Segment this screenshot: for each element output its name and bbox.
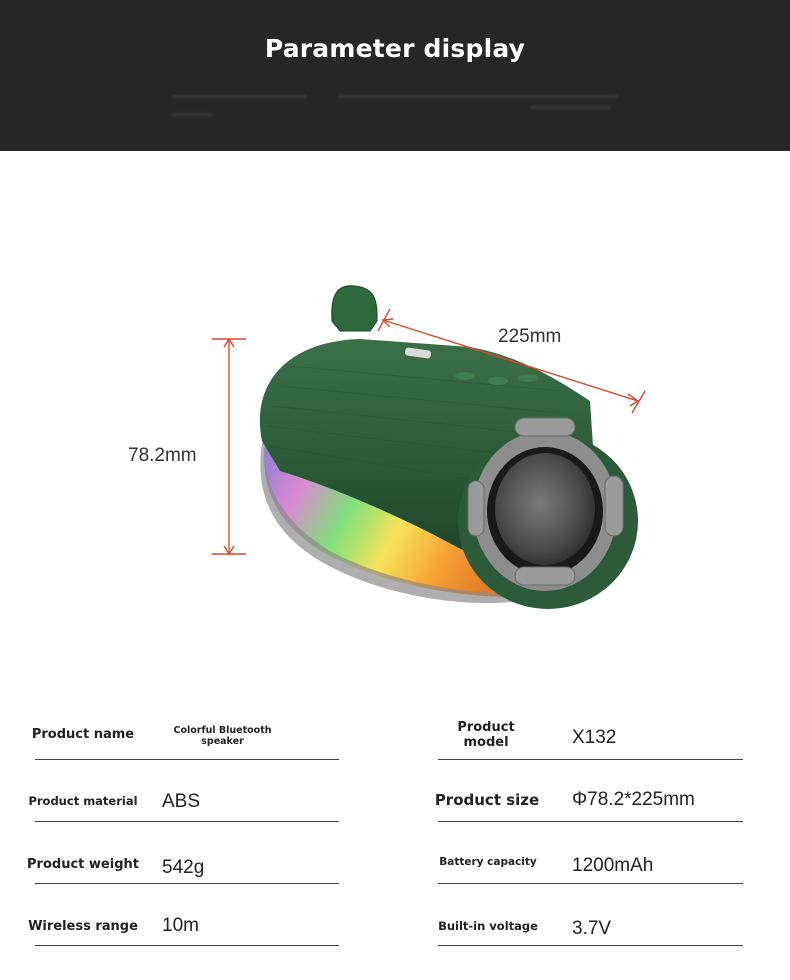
button-icon: [455, 372, 475, 380]
spec-divider: [35, 759, 339, 760]
header-decoration: [172, 113, 212, 116]
radiator-tab: [468, 481, 484, 536]
speaker-illustration: [0, 151, 790, 691]
header-decoration: [530, 106, 610, 109]
spec-table: [0, 690, 790, 980]
page-title: Parameter display: [264, 34, 526, 63]
header-decoration: [338, 95, 618, 98]
spec-label-battery-capacity: Battery capacity: [439, 856, 537, 868]
strap: [332, 286, 377, 331]
spec-label-product-size: Product size: [434, 791, 540, 809]
spec-divider: [35, 821, 339, 822]
button-icon: [488, 377, 508, 385]
spec-value-product-weight: 542g: [162, 857, 205, 878]
spec-divider: [35, 883, 339, 884]
radiator-tab: [515, 418, 575, 436]
radiator-tab: [515, 567, 575, 585]
product-figure: [0, 151, 790, 691]
spec-value-built-in-voltage: 3.7V: [572, 918, 612, 939]
spec-value-product-name: Colorful Bluetooth speaker: [173, 725, 272, 747]
spec-divider: [438, 759, 743, 760]
speaker-grill: [495, 453, 595, 565]
button-icon: [518, 374, 538, 382]
spec-value-battery-capacity: 1200mAh: [572, 855, 654, 876]
spec-value-product-material: ABS: [162, 791, 201, 812]
spec-label-wireless-range: Wireless range: [28, 919, 138, 934]
height-dimension-line: [212, 339, 246, 554]
header-banner: [0, 0, 790, 151]
length-label: 225mm: [498, 326, 562, 347]
spec-divider: [438, 883, 743, 884]
spec-label-product-weight: Product weight: [27, 857, 139, 872]
spec-label-product-material: Product material: [28, 794, 138, 808]
spec-divider: [35, 945, 339, 946]
spec-divider: [438, 821, 743, 822]
spec-label-built-in-voltage: Built-in voltage: [438, 919, 538, 933]
header-decoration: [172, 95, 307, 98]
spec-value-product-model: X132: [572, 727, 617, 748]
radiator-tab: [605, 476, 623, 536]
spec-divider: [438, 945, 743, 946]
spec-label-product-model: Product model: [457, 720, 515, 750]
height-label: 78.2mm: [128, 445, 197, 466]
spec-value-wireless-range: 10m: [162, 915, 199, 936]
spec-label-product-name: Product name: [31, 727, 135, 742]
spec-value-product-size: Φ78.2*225mm: [572, 789, 695, 810]
